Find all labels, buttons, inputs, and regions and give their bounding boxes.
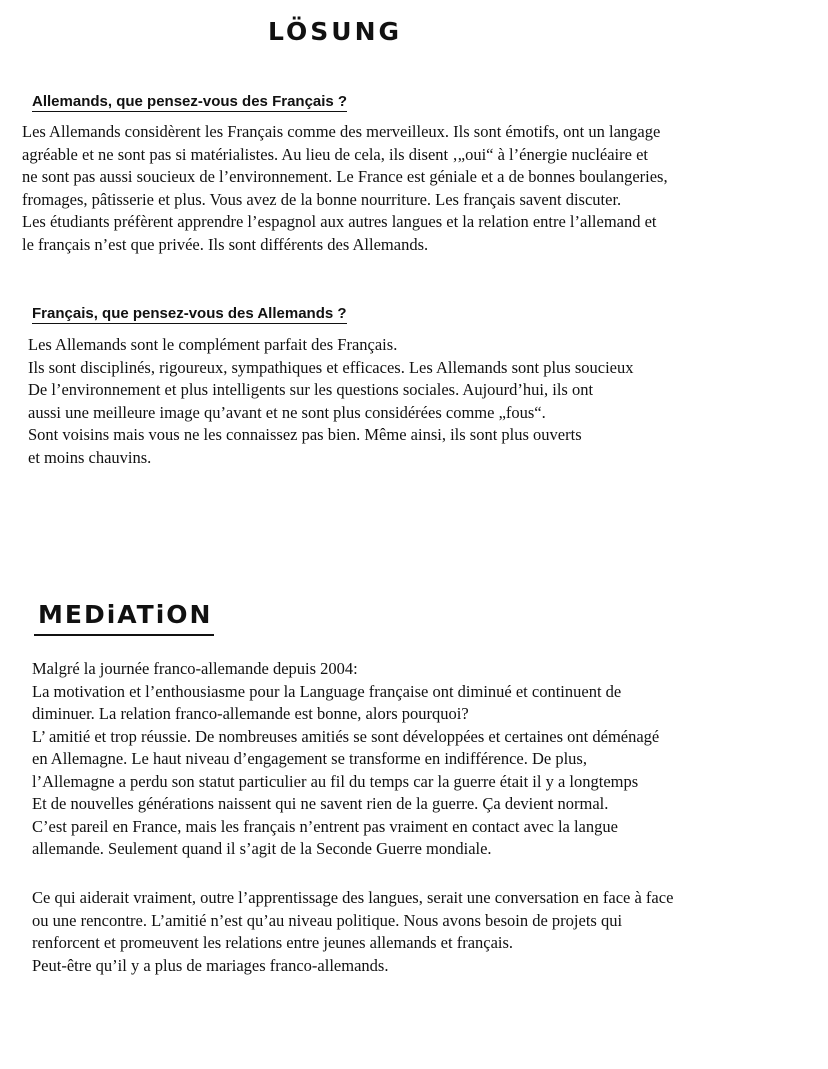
text-line: agréable et ne sont pas si matérialistes. Au lieu de cela, ils disent ‚„oui“ à l’énergie nucléaire et [22, 144, 648, 164]
text-line: en Allemagne. Le haut niveau d’engagement se transforme en indifférence. De plus, [32, 749, 587, 768]
text-line: renforcent et promeuvent les relations entre jeunes allemands et français. [32, 933, 514, 952]
text-line: allemande. Seulement quand il s’agit de la Seconde Guerre mondiale. [32, 839, 492, 858]
text-line: Ils sont disciplinés, rigoureux, sympathiques et efficaces. Les Allemands sont plus soucieux [28, 357, 634, 377]
text-line: Les Allemands considèrent les Français comme des merveilleux. Ils sont émotifs, ont un langage [22, 122, 661, 141]
text-line: C’est pareil en France, mais les français n’entrent pas vraiment en contact avec la langue [32, 816, 618, 836]
mediation-paragraph-2 [32, 887, 673, 977]
section-2-question: Français, que pensez-vous des Allemands ? [32, 305, 347, 322]
text-line: Les étudiants préfèrent apprendre l’espagnol aux autres langues et la relation entre l’allemand et [22, 212, 657, 231]
mediation-title: MEDiATiON [38, 600, 213, 629]
text-line: et moins chauvins. [28, 447, 152, 467]
text-line: le français n’est que privée. Ils sont différents des Allemands. [22, 234, 429, 254]
text-line: Ce qui aiderait vraiment, outre l’apprentissage des langues, serait une conversation en face à face [32, 888, 674, 907]
text-line: fromages, pâtisserie et plus. Vous avez de la bonne nourriture. Les français savent discuter. [22, 189, 622, 209]
text-line: Sont voisins mais vous ne les connaissez pas bien. Même ainsi, ils sont plus ouverts [28, 425, 582, 444]
page-title: LÖSUNG [268, 17, 403, 46]
mediation-paragraph-1 [32, 658, 659, 861]
text-line: Malgré la journée franco-allemande depuis 2004: [32, 659, 358, 678]
text-line: aussi une meilleure image qu’avant et ne sont plus considérées comme „fous“. [28, 402, 546, 422]
text-line: L’ amitié et trop réussie. De nombreuses amitiés se sont développées et certaines ont déménagé [32, 726, 660, 746]
mediation-title-underline [34, 634, 214, 636]
section-1-answer [22, 121, 668, 256]
text-line: l’Allemagne a perdu son statut particulier au fil du temps car la guerre était il y a longtemps [32, 771, 639, 791]
text-line: Et de nouvelles générations naissent qui ne savent rien de la guerre. Ça devient normal. [32, 794, 609, 813]
text-line: ou une rencontre. L’amitié n’est qu’au niveau politique. Nous avons besoin de projets qui [32, 910, 623, 930]
section-1-question: Allemands, que pensez-vous des Français ? [32, 93, 348, 110]
section-2-answer [28, 334, 634, 469]
text-line: Les Allemands sont le complément parfait des Français. [28, 335, 398, 354]
text-line: diminuer. La relation franco-allemande est bonne, alors pourquoi? [32, 704, 469, 723]
text-line: ne sont pas aussi soucieux de l’environnement. Le France est géniale et a de bonnes boulangeries, [22, 167, 668, 186]
text-line: Peut-être qu’il y a plus de mariages franco-allemands. [32, 955, 389, 975]
text-line: La motivation et l’enthousiasme pour la Language française ont diminué et continuent de [32, 681, 622, 701]
text-line: De l’environnement et plus intelligents sur les questions sociales. Aujourd’hui, ils ont [28, 380, 594, 399]
